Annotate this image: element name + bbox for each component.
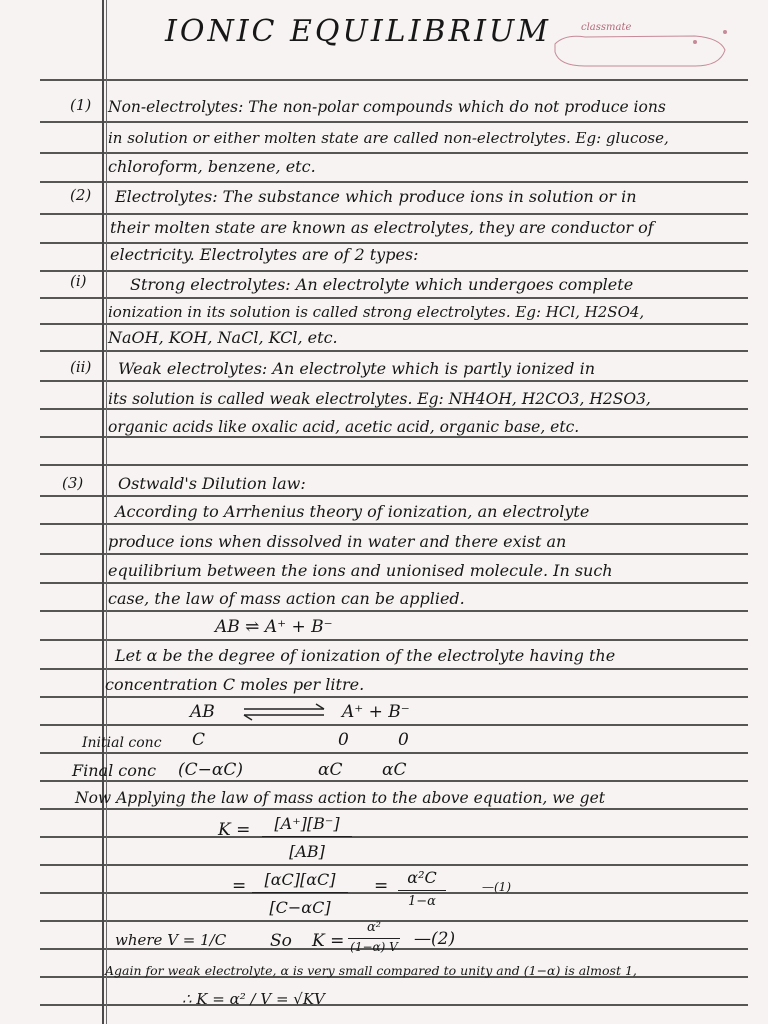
margin-line	[102, 0, 104, 1024]
text-line: organic acids like oxalic acid, acetic acid, organic base, etc.	[108, 418, 580, 436]
k4-lhs: K =	[312, 931, 345, 951]
text-line: its solution is called weak electrolytes. Eg: NH4OH, H2CO3, H2SO3,	[108, 390, 651, 408]
fraction-bar	[398, 890, 446, 891]
k2-numerator: [αC][αC]	[264, 870, 336, 889]
final-conc-b: αC	[382, 760, 407, 780]
text-line: Again for weak electrolyte, α is very small compared to unity and (1−α) is almost 1,	[105, 963, 637, 978]
text-line: Now Applying the law of mass action to the above equation, we get	[75, 789, 605, 807]
text-line: Strong electrolytes: An electrolyte which undergoes complete	[130, 275, 634, 294]
fraction-bar	[252, 892, 348, 893]
equilibrium-arrow-icon	[240, 702, 330, 722]
final-conc-label: Final conc	[72, 761, 157, 780]
text-line: equilibrium between the ions and unionised molecule. In such	[108, 561, 613, 580]
equation-tag: —(1)	[482, 880, 511, 894]
text-line: According to Arrhenius theory of ionization, an electrolyte	[115, 502, 590, 521]
section-number: (1)	[70, 96, 92, 114]
section-number: (2)	[70, 186, 92, 204]
text-line: ionization in its solution is called strong electrolytes. Eg: HCl, H2SO4,	[108, 303, 645, 321]
initial-conc-ab: C	[192, 730, 206, 750]
equals-sign: =	[374, 876, 389, 896]
section-heading: Ostwald's Dilution law:	[118, 474, 306, 493]
text-line: where V = 1/C	[115, 931, 227, 949]
equals-sign: =	[232, 876, 247, 896]
text-line: concentration C moles per litre.	[105, 675, 365, 694]
text-line: their molten state are known as electrolytes, they are conductor of	[110, 218, 654, 237]
final-conc-a: αC	[318, 760, 343, 780]
section-number: (ii)	[70, 358, 92, 376]
section-number: (i)	[70, 272, 87, 290]
initial-conc-b: 0	[398, 730, 409, 750]
k4-numerator: α²	[367, 920, 381, 935]
equilibrium-equation: AB ⇌ A⁺ + B⁻	[215, 617, 333, 637]
text-line: Weak electrolytes: An electrolyte which is partly ionized in	[118, 359, 596, 378]
classmate-brand: classmate	[581, 22, 632, 33]
text-line: Non-electrolytes: The non-polar compounds which do not produce ions	[108, 98, 666, 116]
text-line: Electrolytes: The substance which produce ions in solution or in	[115, 187, 637, 206]
section-number: (3)	[62, 474, 84, 492]
text-line: electricity. Electrolytes are of 2 types:	[110, 245, 419, 264]
k-lhs: K =	[218, 820, 251, 840]
reactant: AB	[190, 702, 215, 722]
margin-line-secondary	[106, 0, 107, 1024]
text-line: produce ions when dissolved in water and there exist an	[108, 532, 567, 551]
fraction-bar	[262, 836, 352, 837]
equation-tag: —(2)	[414, 929, 456, 949]
text-line: NaOH, KOH, NaCl, KCl, etc.	[108, 328, 338, 347]
so-word: So	[270, 931, 292, 951]
page-title: IONIC EQUILIBRIUM	[165, 14, 551, 49]
initial-conc-label: Initial conc	[82, 735, 162, 751]
k2-denominator: [C−αC]	[269, 898, 331, 917]
text-line: case, the law of mass action can be applied.	[108, 589, 465, 608]
products: A⁺ + B⁻	[342, 702, 410, 722]
k3-denominator: 1−α	[408, 894, 436, 909]
k4-denominator: (1−α) V	[350, 940, 398, 954]
k-numerator: [A⁺][B⁻]	[274, 814, 340, 833]
stamp-shape	[545, 22, 745, 72]
text-line: Let α be the degree of ionization of the electrolyte having the	[115, 646, 616, 665]
text-line: chloroform, benzene, etc.	[108, 157, 316, 176]
text-line: ∴ K = α² / V = √KV	[182, 990, 325, 1008]
k3-numerator: α²C	[407, 868, 437, 887]
k-denominator: [AB]	[289, 842, 325, 861]
classmate-logo	[545, 22, 745, 72]
initial-conc-a: 0	[338, 730, 349, 750]
text-line: in solution or either molten state are called non-electrolytes. Eg: glucose,	[108, 129, 669, 147]
final-conc-ab: (C−αC)	[178, 760, 244, 780]
